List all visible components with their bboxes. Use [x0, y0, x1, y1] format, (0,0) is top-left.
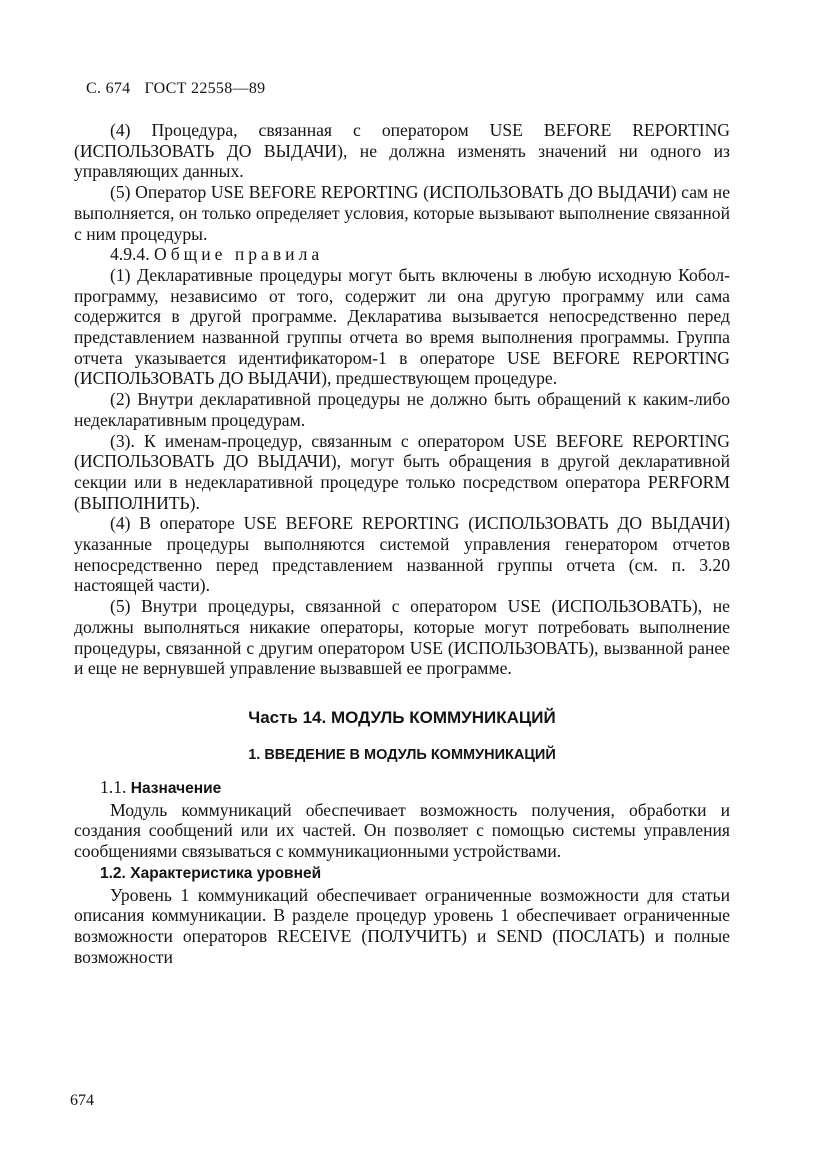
subheading-1-1	[74, 777, 730, 800]
paragraph-levels: Уровень 1 коммуникаций обеспечивает ограниченные возможности для статьи описания коммуникации. В разделе процедур уровень 1 обеспечивает ограниченные возможности операторов RECEIVE (ПОЛУЧИТЬ) и SEND (ПОСЛАТЬ) и полные возможности	[74, 884, 730, 967]
subheading-title: Характеристика уровней	[130, 864, 322, 882]
section-heading-4-9-4	[74, 244, 730, 265]
rule-5: (5) Внутри процедуры, связанной с оператором USE (ИСПОЛЬЗОВАТЬ), не должны выполняться никакие операторы, которые могут потребовать выполнение процедуры, связанной с другим оператором USE (ИСПОЛЬЗОВАТЬ), вызванной ранее и еще не вернувшей управление вызвавшей ее программе.	[74, 596, 730, 679]
running-header	[86, 80, 265, 98]
subheading-number: 1.1.	[100, 776, 127, 797]
section-number: 4.9.4.	[110, 244, 150, 265]
page-label: С. 674	[86, 80, 131, 97]
section-title: Общие правила	[154, 244, 324, 265]
rule-3: (3). К именам-процедур, связанным с оператором USE BEFORE REPORTING (ИСПОЛЬЗОВАТЬ ДО ВЫДАЧИ), могут быть обращения в другой декларативной секции или в недекларативной процедуре только посредством оператора PERFORM (ВЫПОЛНИТЬ).	[74, 430, 730, 513]
rule-1: (1) Декларативные процедуры могут быть включены в любую исходную Кобол-программу, независимо от того, содержит ли она другую программу или сама содержится в другой программе. Декларатива вызывается непосредственно перед представлением названной группы отчета во время выполнения программы. Группа отчета указывается идентификатором-1 в операторе USE BEFORE REPORTING (ИСПОЛЬЗОВАТЬ ДО ВЫДАЧИ), предшествующем процедуре.	[74, 264, 730, 389]
rule-2: (2) Внутри декларативной процедуры не должно быть обращений к каким-либо недекларативным процедурам.	[74, 389, 730, 430]
paragraph-top-4: (4) Процедура, связанная с оператором USE BEFORE REPORTING (ИСПОЛЬЗОВАТЬ ДО ВЫДАЧИ), не должна изменять значений ни одного из управляющих данных.	[74, 120, 730, 182]
chapter-title: 1. ВВЕДЕНИЕ В МОДУЛЬ КОММУНИКАЦИЙ	[248, 746, 556, 763]
page-number: 674	[70, 1092, 94, 1109]
rule-4: (4) В операторе USE BEFORE REPORTING (ИСПОЛЬЗОВАТЬ ДО ВЫДАЧИ) указанные процедуры выполняются системой управления генератором отчетов непосредственно перед представлением названной группы отчета (см. п. 3.20 настоящей части).	[74, 513, 730, 596]
paragraph-top-5: (5) Оператор USE BEFORE REPORTING (ИСПОЛЬЗОВАТЬ ДО ВЫДАЧИ) сам не выполняется, он только определяет условия, которые вызывают выполнение связанной с ним процедуры.	[74, 182, 730, 244]
subheading-title: Назначение	[130, 779, 222, 797]
part-title: Часть 14. МОДУЛЬ КОММУНИКАЦИЙ	[248, 707, 556, 727]
subheading-1-2	[74, 862, 730, 885]
page-body	[74, 120, 730, 967]
subheading-number: 1.2.	[100, 864, 126, 882]
standard-number: ГОСТ 22558—89	[144, 80, 266, 97]
paragraph-purpose: Модуль коммуникаций обеспечивает возможность получения, обработки и создания сообщений или их частей. Он позволяет с помощью системы управления сообщениями связываться с коммуникационными устройствами.	[74, 799, 730, 862]
